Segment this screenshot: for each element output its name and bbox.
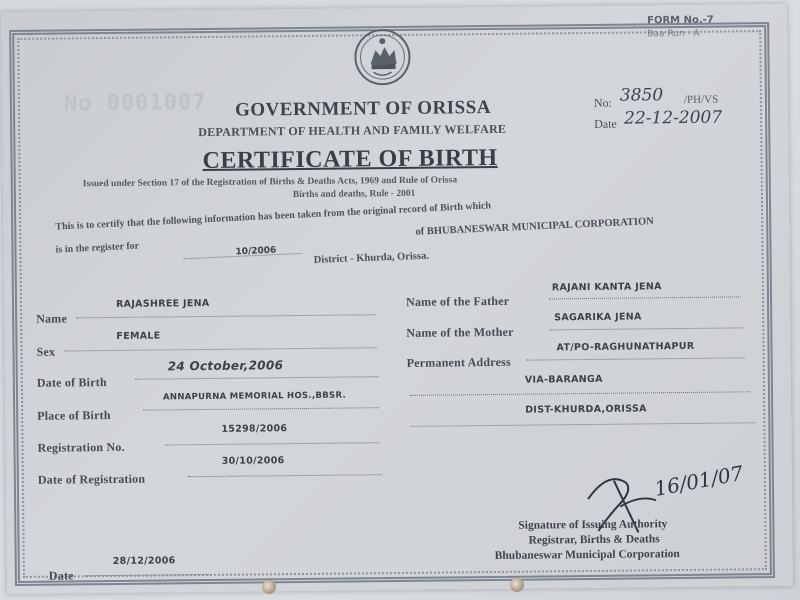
footer-date-value: 28/12/2006 (112, 555, 176, 567)
government-heading: GOVERNMENT OF ORISSA (234, 97, 492, 121)
certificate-title: CERTIFICATE OF BIRTH (202, 144, 498, 175)
date-of-registration-value: 30/10/2006 (221, 455, 285, 467)
sex-value: FEMALE (116, 330, 161, 342)
address-line-1: AT/PO-RAGHUNATHAPUR (556, 340, 695, 354)
pin-head-left (262, 580, 276, 594)
issuing-authority-line-2: Registrar, Births & Deaths (528, 533, 660, 547)
form-number: FORM No.-7 (647, 14, 714, 27)
department-heading: DEPARTMENT OF HEALTH AND FAMILY WELFARE (198, 121, 507, 140)
certify-statement: This is to certify that the following information has been taken from the original record of Birth which (55, 200, 492, 233)
issuing-authority-block (494, 516, 778, 564)
date-of-registration-label: Date of Registration (37, 471, 146, 487)
footer-date-label: Date (48, 568, 74, 583)
issued-under-line-1: Issued under Section 17 of the Registration of Births & Deaths Acts, 1969 and Rule of Orissa (82, 175, 458, 190)
permanent-address-label: Permanent Address (406, 354, 511, 370)
issuing-authority-line-3: Bhubaneswar Municipal Corporation (494, 548, 680, 562)
sex-label: Sex (36, 344, 56, 359)
issue-date-value: 22-12-2007 (624, 107, 723, 129)
registration-number-value: 15298/2006 (221, 423, 288, 435)
name-label: Name (36, 311, 68, 326)
father-name-value: RAJANI KANTA JENA (551, 281, 662, 294)
mother-name-value: SAGARIKA JENA (554, 311, 642, 324)
certificate-number-value: 3850 (619, 85, 664, 106)
certificate-number-suffix: /PH/VS (683, 93, 719, 106)
register-prefix: is in the register for (55, 240, 140, 256)
signature-date: 16/01/07 (652, 460, 746, 501)
book-number: Baa Run - A (647, 28, 700, 40)
issue-date-label: Date (594, 116, 617, 131)
certificate-number-label: No: (593, 95, 613, 110)
name-value: RAJASHREE JENA (115, 297, 210, 310)
address-line-2: VIA-BARANGA (524, 373, 603, 386)
faded-serial-number: No 0001007 (63, 89, 207, 117)
place-of-birth-value: ANNAPURNA MEMORIAL HOS.,BBSR. (162, 390, 347, 403)
corporation-name: of BHUBANESWAR MUNICIPAL CORPORATION (415, 215, 655, 238)
issuing-authority-line-1: Signature of Issuing Authority (518, 518, 668, 532)
date-of-birth-label: Date of Birth (36, 375, 107, 390)
district-name: District - Khurda, Orissa. (313, 250, 430, 266)
registration-number-label: Registration No. (37, 439, 125, 455)
pin-head-right (510, 578, 524, 592)
birth-certificate (1, 4, 793, 594)
orissa-state-emblem-icon (351, 26, 414, 89)
date-of-birth-value: 24 October,2006 (167, 358, 284, 374)
father-name-label: Name of the Father (405, 293, 510, 309)
register-date-value: 10/2006 (235, 245, 277, 258)
mother-name-label: Name of the Mother (406, 324, 514, 340)
issued-under-line-2: Births and deaths, Rule - 2001 (292, 188, 416, 201)
place-of-birth-label: Place of Birth (37, 408, 111, 423)
address-line-3: DIST-KHURDA,ORISSA (525, 403, 647, 416)
